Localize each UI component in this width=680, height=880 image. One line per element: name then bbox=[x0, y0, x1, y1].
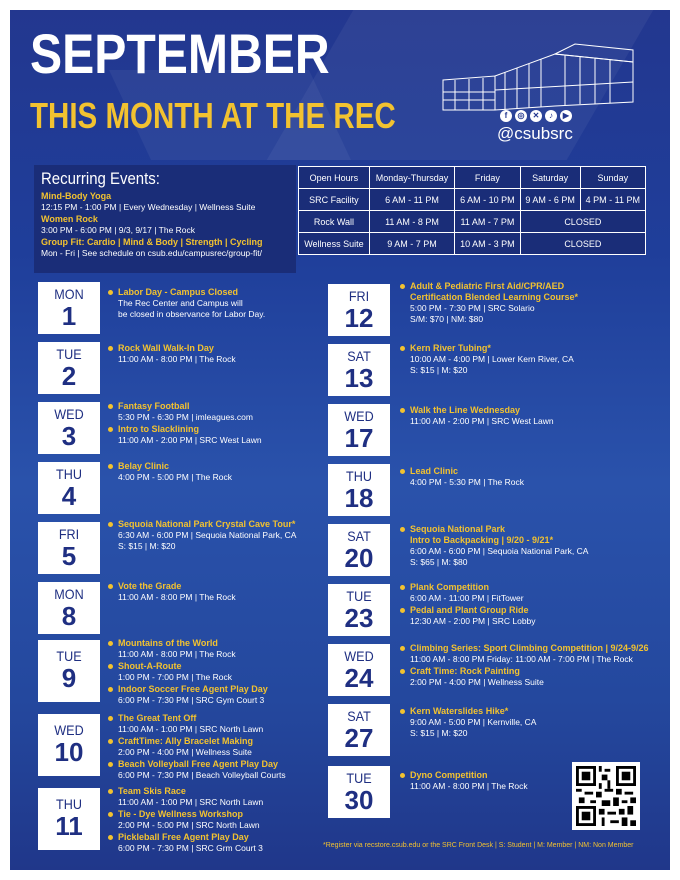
event-detail: S: $15 | M: $20 bbox=[118, 541, 176, 551]
day-of-week: SAT bbox=[347, 348, 371, 364]
day-number: 30 bbox=[344, 785, 374, 815]
event-detail: 6:00 PM - 7:30 PM | SRC Grm Court 3 bbox=[118, 843, 263, 853]
event-detail: 11:00 AM - 8:00 PM | The Rock bbox=[118, 354, 236, 364]
event-title: Vote the Grade bbox=[118, 581, 182, 591]
hours-row-label: Wellness Suite bbox=[299, 233, 370, 255]
event-item bbox=[108, 786, 263, 808]
event-title: Shout-A-Route bbox=[118, 661, 182, 671]
event-detail: 4:00 PM - 5:30 PM | The Rock bbox=[410, 477, 525, 487]
day-number: 17 bbox=[344, 423, 374, 453]
event-item bbox=[400, 706, 536, 739]
day-number: 2 bbox=[61, 361, 77, 391]
date-box bbox=[328, 644, 390, 696]
event-detail: 5:30 PM - 6:30 PM | imleagues.com bbox=[118, 412, 253, 422]
event-title: Craft Time: Rock Painting bbox=[410, 666, 520, 676]
day-number: 8 bbox=[61, 601, 77, 631]
event-title: Belay Clinic bbox=[118, 461, 170, 471]
event-detail: 11:00 AM - 8:00 PM | The Rock bbox=[410, 781, 528, 791]
event-title: Labor Day - Campus Closed bbox=[118, 287, 239, 297]
recurring-detail: Mon - Fri | See schedule on csub.edu/campusrec/group-fit/ bbox=[41, 248, 262, 258]
day-of-week: THU bbox=[346, 468, 372, 484]
event-detail: 2:00 PM - 5:00 PM | SRC North Lawn bbox=[118, 820, 260, 830]
event-detail: 5:00 PM - 7:30 PM | SRC Solario bbox=[410, 303, 535, 313]
event-item bbox=[400, 466, 524, 488]
hours-cell: 4 PM - 11 PM bbox=[580, 189, 645, 211]
event-detail: 6:00 AM - 6:00 PM | Sequoia National Park, CA bbox=[410, 546, 589, 556]
event-list bbox=[400, 281, 578, 326]
event-item bbox=[400, 666, 649, 688]
day-number: 27 bbox=[344, 723, 374, 753]
event-detail: S: $65 | M: $80 bbox=[410, 557, 468, 567]
day-number: 1 bbox=[61, 301, 77, 331]
hours-header-cell: Open Hours bbox=[299, 167, 370, 189]
date-box bbox=[38, 640, 100, 702]
date-box bbox=[38, 282, 100, 334]
rec-center-building-icon bbox=[435, 40, 635, 112]
date-box bbox=[38, 582, 100, 634]
event-title: Plank Competition bbox=[410, 582, 490, 592]
event-detail: 10:00 AM - 4:00 PM | Lower Kern River, CA bbox=[410, 354, 574, 364]
event-list bbox=[400, 770, 528, 793]
day-number: 5 bbox=[61, 541, 77, 571]
event-title: Rock Wall Walk-In Day bbox=[118, 343, 214, 353]
event-item bbox=[400, 405, 554, 427]
event-detail: S: $15 | M: $20 bbox=[410, 365, 468, 375]
event-detail: 11:00 AM - 2:00 PM | SRC West Lawn bbox=[410, 416, 554, 426]
event-title: Pedal and Plant Group Ride bbox=[410, 605, 529, 615]
event-title: The Great Tent Off bbox=[118, 713, 197, 723]
hours-cell: 6 AM - 10 PM bbox=[455, 189, 521, 211]
social-icons bbox=[500, 110, 572, 122]
event-list bbox=[108, 461, 232, 484]
day-of-week: MON bbox=[54, 286, 84, 302]
event-item bbox=[400, 605, 536, 627]
event-list bbox=[108, 519, 296, 553]
event-title: Team Skis Race bbox=[118, 786, 186, 796]
qr-code-icon[interactable] bbox=[572, 762, 640, 830]
hours-row-label: Rock Wall bbox=[299, 211, 370, 233]
hours-row bbox=[299, 211, 646, 233]
event-item bbox=[108, 809, 263, 831]
hours-cell: 9 AM - 7 PM bbox=[369, 233, 454, 255]
social-handle: @csubsrc bbox=[497, 124, 573, 143]
event-list bbox=[108, 343, 236, 366]
event-item bbox=[108, 581, 236, 603]
event-item bbox=[108, 713, 286, 735]
event-list bbox=[400, 643, 649, 689]
event-detail: 1:00 PM - 7:00 PM | The Rock bbox=[118, 672, 233, 682]
hours-header-row bbox=[299, 167, 646, 189]
event-detail: 6:00 AM - 11:00 PM | FitTower bbox=[410, 593, 524, 603]
poster bbox=[10, 10, 670, 870]
date-box bbox=[38, 342, 100, 394]
event-title: Intro to Slacklining bbox=[118, 424, 200, 434]
event-list bbox=[108, 581, 236, 604]
event-item bbox=[108, 736, 286, 758]
date-box bbox=[38, 522, 100, 574]
day-of-week: WED bbox=[54, 406, 84, 422]
event-item bbox=[108, 638, 268, 660]
event-detail: 11:00 AM - 8:00 PM | The Rock bbox=[118, 649, 236, 659]
event-item bbox=[400, 582, 536, 604]
day-of-week: WED bbox=[344, 408, 374, 424]
recurring-detail: 12:15 PM - 1:00 PM | Every Wednesday | Wellness Suite bbox=[41, 202, 256, 212]
hours-closed-cell: CLOSED bbox=[520, 211, 645, 233]
date-box bbox=[38, 402, 100, 454]
recurring-heading: Recurring Events: bbox=[41, 169, 160, 188]
event-item bbox=[108, 519, 296, 552]
tiktok-icon[interactable]: ♪ bbox=[545, 110, 557, 122]
event-title: Climbing Series: Sport Climbing Competition | 9/24-9/26 bbox=[410, 643, 649, 653]
facebook-icon[interactable]: f bbox=[500, 110, 512, 122]
date-box bbox=[38, 462, 100, 514]
event-detail: 11:00 AM - 2:00 PM | SRC West Lawn bbox=[118, 435, 262, 445]
hours-row bbox=[299, 189, 646, 211]
event-title: CraftTime: Ally Bracelet Making bbox=[118, 736, 254, 746]
event-list bbox=[400, 706, 536, 740]
day-number: 3 bbox=[61, 421, 77, 451]
date-box bbox=[328, 766, 390, 818]
date-box bbox=[328, 404, 390, 456]
footer-note: *Register via recstore.csub.edu or the SRC Front Desk | S: Student | M: Member | NM: Non Member bbox=[323, 842, 634, 849]
date-box bbox=[328, 584, 390, 636]
event-detail: be closed in observance for Labor Day. bbox=[118, 309, 266, 319]
recurring-name: Mind-Body Yoga bbox=[41, 191, 112, 201]
recurring-events-box bbox=[34, 165, 296, 273]
event-list bbox=[400, 582, 536, 628]
event-list bbox=[108, 287, 265, 321]
event-title: Lead Clinic bbox=[410, 466, 459, 476]
event-list bbox=[108, 401, 262, 447]
event-item bbox=[400, 770, 528, 792]
date-box bbox=[38, 788, 100, 850]
day-of-week: FRI bbox=[348, 288, 370, 304]
day-of-week: FRI bbox=[58, 526, 80, 542]
event-title: Dyno Competition bbox=[410, 770, 488, 780]
event-title: Kern River Tubing* bbox=[410, 343, 491, 353]
event-detail: 11:00 AM - 8:00 PM Friday: 11:00 AM - 7:00 PM | The Rock bbox=[410, 654, 633, 664]
hours-closed-cell: CLOSED bbox=[520, 233, 645, 255]
event-detail: The Rec Center and Campus will bbox=[118, 298, 243, 308]
date-box bbox=[38, 714, 100, 776]
day-number: 23 bbox=[344, 603, 374, 633]
event-detail: 12:30 AM - 2:00 PM | SRC Lobby bbox=[410, 616, 536, 626]
instagram-icon[interactable]: ◎ bbox=[515, 110, 527, 122]
recurring-name: Women Rock bbox=[41, 214, 98, 224]
day-of-week: SAT bbox=[347, 708, 371, 724]
event-title: Tie - Dye Wellness Workshop bbox=[118, 809, 244, 819]
event-detail: 4:00 PM - 5:00 PM | The Rock bbox=[118, 472, 233, 482]
day-of-week: TUE bbox=[56, 648, 82, 664]
page-subtitle: THIS MONTH AT THE REC bbox=[30, 95, 396, 136]
event-title: Indoor Soccer Free Agent Play Day bbox=[118, 684, 268, 694]
day-number: 18 bbox=[344, 483, 374, 513]
event-detail: S/M: $70 | NM: $80 bbox=[410, 314, 484, 324]
event-title: Fantasy Football bbox=[118, 401, 190, 411]
hours-row bbox=[299, 233, 646, 255]
event-detail: 2:00 PM - 4:00 PM | Wellness Suite bbox=[410, 677, 544, 687]
recurring-detail: 3:00 PM - 6:00 PM | 9/3, 9/17 | The Rock bbox=[41, 225, 196, 235]
recurring-name: Group Fit: Cardio | Mind & Body | Strength | Cycling bbox=[41, 237, 263, 247]
event-list bbox=[400, 343, 574, 377]
event-list bbox=[108, 638, 268, 707]
month-title: SEPTEMBER bbox=[30, 22, 330, 85]
event-title: Kern Waterslides Hike* bbox=[410, 706, 509, 716]
hours-header-cell: Sunday bbox=[580, 167, 645, 189]
event-detail: 6:30 AM - 6:00 PM | Sequoia National Park, CA bbox=[118, 530, 297, 540]
youtube-icon[interactable]: ▶ bbox=[560, 110, 572, 122]
event-item bbox=[108, 287, 265, 320]
day-of-week: WED bbox=[344, 648, 374, 664]
event-title: Adult & Pediatric First Aid/CPR/AED bbox=[410, 281, 565, 291]
event-item bbox=[108, 401, 262, 423]
event-item bbox=[108, 832, 263, 854]
event-title: Mountains of the World bbox=[118, 638, 218, 648]
event-detail: 11:00 AM - 1:00 PM | SRC North Lawn bbox=[118, 724, 264, 734]
event-item bbox=[400, 643, 649, 665]
event-item bbox=[108, 461, 232, 483]
hours-header-cell: Monday-Thursday bbox=[369, 167, 454, 189]
event-list bbox=[400, 524, 588, 569]
day-number: 24 bbox=[344, 663, 374, 693]
day-of-week: TUE bbox=[56, 346, 82, 362]
event-title: Beach Volleyball Free Agent Play Day bbox=[118, 759, 279, 769]
event-detail: S: $15 | M: $20 bbox=[410, 728, 468, 738]
event-item bbox=[108, 684, 268, 706]
day-of-week: WED bbox=[54, 722, 84, 738]
event-detail: 11:00 AM - 8:00 PM | The Rock bbox=[118, 592, 236, 602]
event-list bbox=[400, 405, 554, 428]
date-box bbox=[328, 464, 390, 516]
event-detail: 6:00 PM - 7:30 PM | SRC Gym Court 3 bbox=[118, 695, 265, 705]
hours-cell: 11 AM - 7 PM bbox=[455, 211, 521, 233]
date-box bbox=[328, 704, 390, 756]
event-list bbox=[108, 713, 286, 782]
event-detail: 9:00 AM - 5:00 PM | Kernville, CA bbox=[410, 717, 537, 727]
hours-cell: 10 AM - 3 PM bbox=[455, 233, 521, 255]
event-item bbox=[108, 661, 268, 683]
x-icon[interactable]: ✕ bbox=[530, 110, 542, 122]
event-title: Sequoia National Park Crystal Cave Tour* bbox=[118, 519, 296, 529]
hours-cell: 11 AM - 8 PM bbox=[369, 211, 454, 233]
day-of-week: THU bbox=[56, 796, 82, 812]
day-of-week: THU bbox=[56, 466, 82, 482]
event-detail: 2:00 PM - 4:00 PM | Wellness Suite bbox=[118, 747, 252, 757]
event-item bbox=[400, 524, 588, 568]
date-box bbox=[328, 344, 390, 396]
hours-header-cell: Friday bbox=[455, 167, 521, 189]
event-title-cont: Intro to Backpacking | 9/20 - 9/21* bbox=[410, 535, 554, 545]
event-item bbox=[108, 759, 286, 781]
event-detail: 11:00 AM - 1:00 PM | SRC North Lawn bbox=[118, 797, 264, 807]
event-title: Sequoia National Park bbox=[410, 524, 506, 534]
open-hours-table bbox=[298, 166, 646, 255]
day-number: 11 bbox=[55, 811, 83, 841]
day-of-week: MON bbox=[54, 586, 84, 602]
hours-cell: 9 AM - 6 PM bbox=[520, 189, 580, 211]
day-number: 9 bbox=[61, 663, 77, 693]
event-list bbox=[400, 466, 524, 489]
event-list bbox=[108, 786, 263, 855]
event-title-cont: Certification Blended Learning Course* bbox=[410, 292, 579, 302]
day-of-week: TUE bbox=[346, 588, 372, 604]
event-detail: 6:00 PM - 7:30 PM | Beach Volleyball Courts bbox=[118, 770, 286, 780]
event-title: Pickleball Free Agent Play Day bbox=[118, 832, 249, 842]
day-number: 12 bbox=[344, 303, 374, 333]
day-number: 13 bbox=[344, 363, 374, 393]
event-title: Walk the Line Wednesday bbox=[410, 405, 521, 415]
event-item bbox=[400, 343, 574, 376]
day-of-week: SAT bbox=[347, 528, 371, 544]
event-item bbox=[108, 343, 236, 365]
hours-row-label: SRC Facility bbox=[299, 189, 370, 211]
event-item bbox=[108, 424, 262, 446]
event-item bbox=[400, 281, 578, 325]
day-number: 4 bbox=[61, 481, 77, 511]
day-of-week: TUE bbox=[346, 770, 372, 786]
date-box bbox=[328, 524, 390, 576]
date-box bbox=[328, 284, 390, 336]
day-number: 10 bbox=[54, 737, 84, 767]
day-number: 20 bbox=[344, 543, 374, 573]
hours-cell: 6 AM - 11 PM bbox=[369, 189, 454, 211]
hours-header-cell: Saturday bbox=[520, 167, 580, 189]
